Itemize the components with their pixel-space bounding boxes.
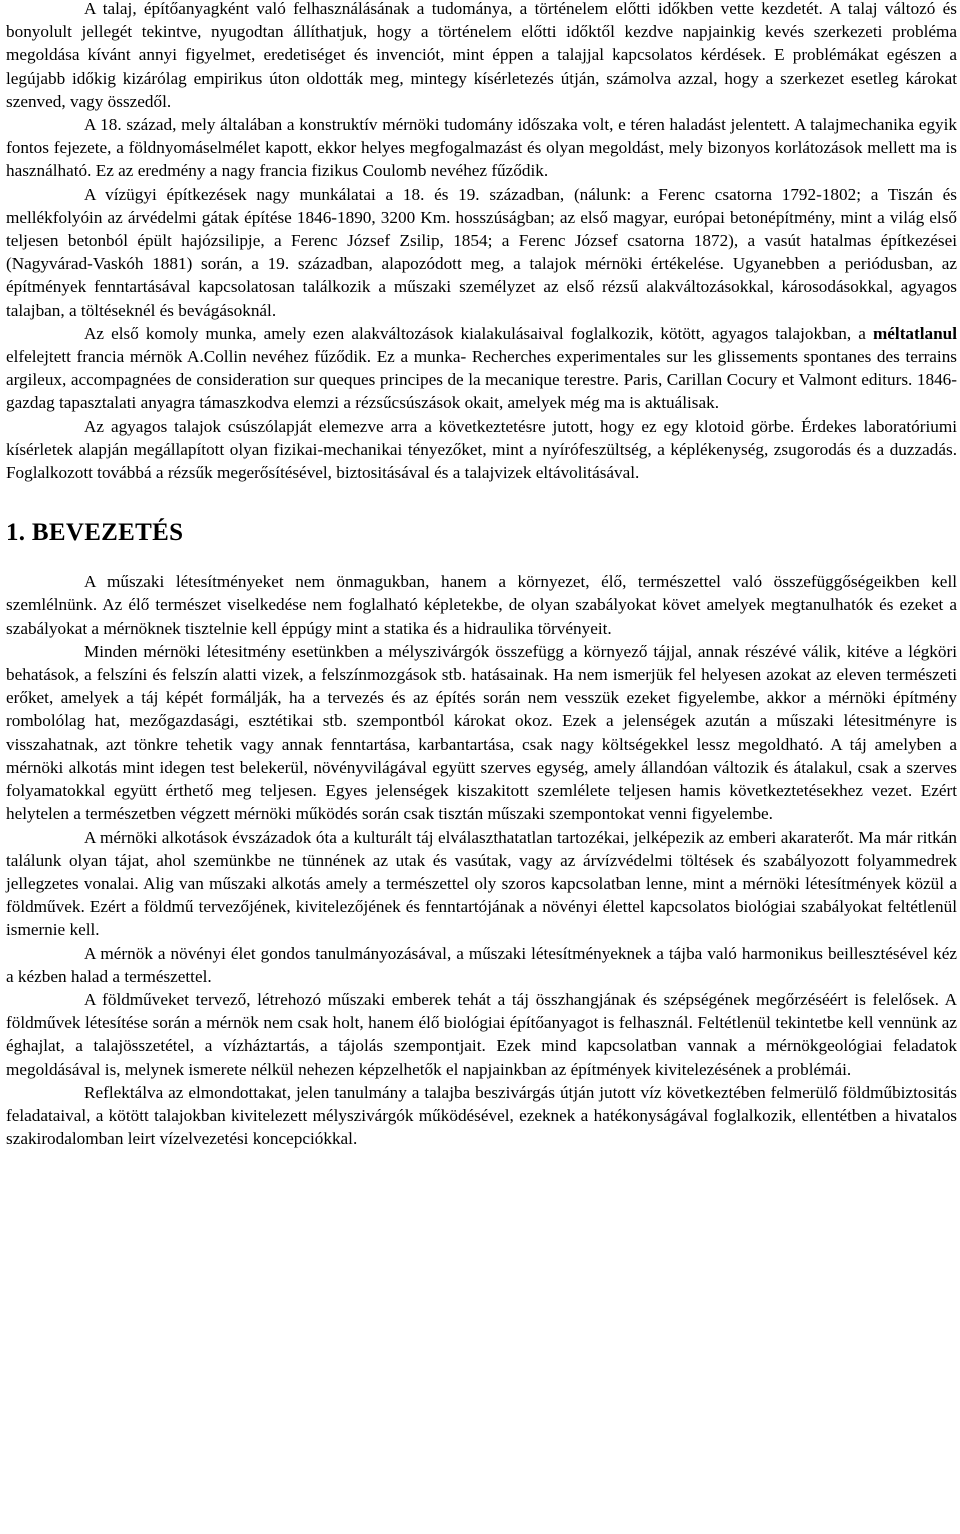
intro-closing-paragraph: Az agyagos talajok csúszólapját elemezve arra a következtetésre jutott, hogy ez egy klotoid görbe. Érdekes laboratóriumi kísérletek alapján megállapított olyan fizikai-mechanikai tényezőket, mint a nyírófeszültség, a képlékenység, zsugorodás és a duzzadás. Foglalkozott továbbá a rézsűk megerősítésével, biztositásával és a talajvizek eltávolitásával. — [6, 416, 957, 483]
section-paragraph-5: A földműveket tervező, létrehozó műszaki emberek tehát a táj összhangjának és szépségének megőrzéséért is felelősek. A földművek létesítése során a mérnök nem csak holt, hanem élő biológiai építőanyagot is felhasznál. Feltétlenül tekintetbe kell vennünk az éghajlat, a talajösszetétel, a vízháztartás, a tájolás szempontjait. Ezek mind kapcsolatban vannak a mérnökgeológiai feladatok megoldásával is, melynek ismerete nélkül nehezen képzelhetők el napjainkban az építmények kivitelezésének a problémái. — [6, 989, 957, 1079]
intro-paragraph-2: A 18. század, mely általában a konstruktív mérnöki tudomány időszaka volt, e téren haladást jelentett. A talajmechanika egyik fontos fejezete, a földnyomáselmélet kapott, ekkor helyes megfogalmazást és olyan megoldást, mely bizonyos korlátozások mellett ma is használható. Ez az eredmény a nagy francia fizikus Coulomb nevéhez fűződik. — [6, 115, 957, 181]
section-paragraph-1: A műszaki létesítményeket nem önmagukban, hanem a környezet, élő, természettel való összefüggőségeikben kell szemlélnünk. Az élő természet viselkedése nem foglalható képletekbe, de olyan szabályokat követ amelyek megtanulhatók és ezeket a szabályokat a mérnöknek tisztelnie kell éppúgy mint a statika és a hidraulika törvényeit. — [6, 572, 957, 638]
section-paragraph-4: A mérnök a növényi élet gondos tanulmányozásával, a műszaki létesítményeknek a tájba való harmonikus beillesztésével kéz a kézben halad a természettel. — [6, 943, 957, 986]
collin-text-after: elfelejtett francia mérnök A.Collin nevéhez fűződik. Ez a munka- Recherches experimentales sur les glissements spontanes des terrains argileux, accompagnées de consideration sur queques principes de la mecanique terestre. Paris, Carillan Cocury et Valmont editurs. 1846- gazdag tapasztalati anyagra támaszkodva elemzi a rézsűcsúszások okait, amelyek még ma is aktuálisak. — [6, 347, 957, 413]
section-paragraph-6: Reflektálva az elmondottakat, jelen tanulmány a talajba beszivárgás útján jutott víz következtében felmerülő földműbiztositás feladataival, a kötött talajokban kivitelezett mélyszivárgók működésével, ezeknek a hatékonyságával foglalkozik, ellentétben a hivatalos szakirodalomban leirt vízelvezetési koncepciókkal. — [6, 1082, 957, 1149]
section-paragraph-2: Minden mérnöki létesitmény esetünkben a mélyszivárgók összefügg a környező tájjal, annak részévé válik, kitéve a légköri behatások, a felszíni és felszín alatti vizek, a felszínmozgások stb. hatásainak. Ha nem ismerjük fel helyesen azokat az eleven természeti erőket, amelyek a táj képét formálják, ha a tervezés és az építés során nem vesszük ezeket figyelembe, akkor a mérnöki építmény rombolólag hat, mezőgazdasági, esztétikai stb. szempontból károkat okoz. Ezek a jelenségek azután a műszaki létesitményre is visszahatnak, azt tönkre tehetik vagy annak fenntartása, karbantartása, csak nagy költségekkel lessz megoldható. A táj amelyben a mérnöki alkotás mint idegen test belekerül, növényvilágával együtt szerves egység, amely állandóan változik és átalakul, csak a szerves folyamatokkal együtt érthető meg teljesen. Egyes jelenségek kiszakitott szemlélete teljesen hamis következtetésekhez vezet. Ezért helytelen a természetben végzett mérnöki működés során csak tisztán műszaki szempontokat venni figyelembe. — [6, 641, 957, 824]
section-paragraph-3: A mérnöki alkotások évszázadok óta a kulturált táj elválaszthatatlan tartozékai, jelképezik az emberi akaraterőt. Ma már ritkán találunk olyan tájat, ahol szemünkbe ne tünnének az utak és vasútak, vagy az árvízvédelmi töltések és szabályozott folyammedrek jellegzetes vonalai. Alig van műszaki alkotás amely a természettel oly szoros kapcsolatban lenne, mint a mérnöki létesítmények közül a földművek. Ezért a földmű tervezőjének, kivitelezőjének és fenntartójának a növényi élettel kapcsolatos biológiai szabályokat feltétlenül ismernie kell. — [6, 827, 957, 940]
section-heading: 1. BEVEZETÉS — [6, 519, 184, 547]
intro-paragraph-1: A talaj, építőanyagként való felhasználásának a tudománya, a történelem előtti időkben vette kezdetét. A talaj változó és bonyolult jellegét tekintve, nyugodtan állíthatjuk, hogy a történelem előtti időktől kezdve napjainkig kevés szerkezeti probléma megoldása kívánt annyi figyelmet, eredetiséget és invenciót, mint éppen a talajjal kapcsolatos kérdések. E problémákat egészen a legújabb időkig kizárólag empirikus úton oldották meg, mintegy kísérletezés útján, számolva azzal, hogy a szerkezet esetleg károkat szenved, vagy összedől. — [6, 0, 957, 111]
collin-text-bold: méltatlanul — [872, 323, 957, 343]
document-page — [6, 0, 957, 1150]
collin-paragraph — [6, 322, 957, 415]
intro-paragraph-3: A vízügyi építkezések nagy munkálatai a 18. és 19. században, (nálunk: a Ferenc csatorna 1792-1802; a Tiszán és mellékfolyóin az árvédelmi gátak építése 1846-1890, 3200 Km. hosszúságban; az első magyar, európai betonépítmény, mint a világ első teljesen betonból épült hajózsilipje, a Ferenc József Zsilip, 1854; a Ferenc József csatorna 1872), a vasút hatalmas építkezései (Nagyvárad-Vaskóh 1881) során, a 19. században, alapozódott meg, a talajok mérnöki értékelése. Ugyanebben a periódusban, az építmények fenntartásával kapcsolatosan találkozik a műszaki személyzet az első rézsű alakváltozásokkal, károsodásokkal, agyagos talajban, a töltéseknél és bevágásoknál. — [6, 184, 957, 320]
collin-text-before: Az első komoly munka, amely ezen alakváltozások kialakulásaival foglalkozik, kötött, agyagos talajokban, a — [84, 323, 873, 343]
